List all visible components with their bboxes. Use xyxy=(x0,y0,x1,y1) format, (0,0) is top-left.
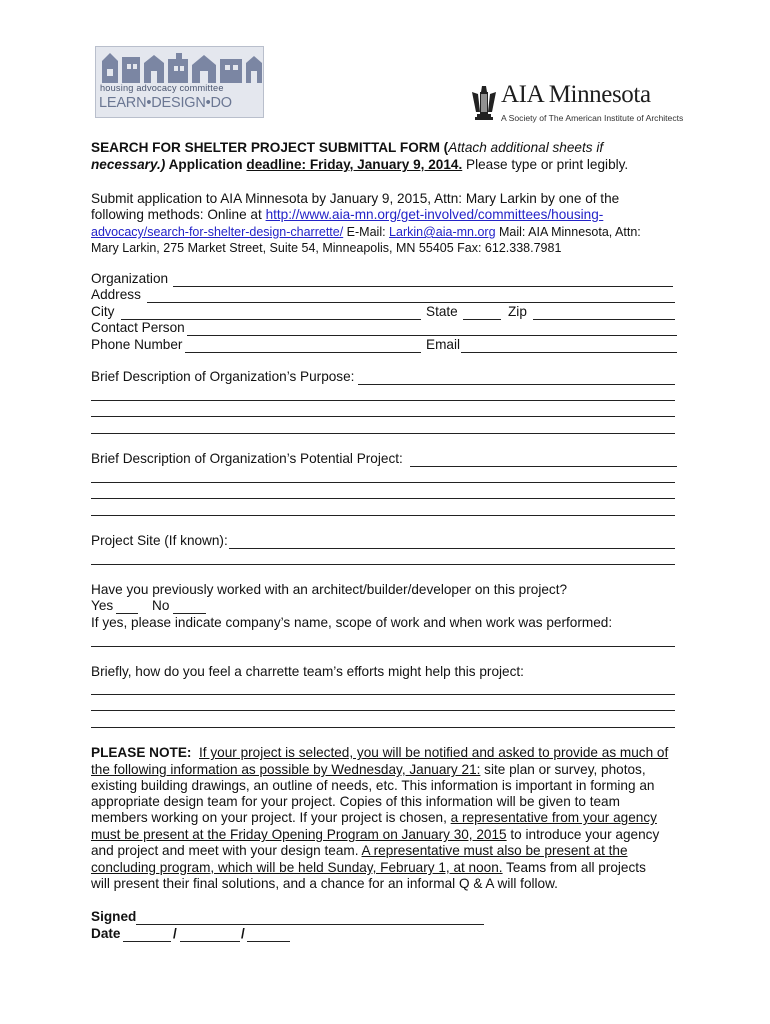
no-input-line[interactable] xyxy=(173,613,206,614)
purpose-label: Brief Description of Organization’s Purpose: xyxy=(91,369,355,384)
attach-note-end: necessary.) xyxy=(91,157,166,172)
charrette-help-input-line[interactable] xyxy=(91,710,675,711)
submit-line-3 xyxy=(91,224,641,240)
charrette-help-question: Briefly, how do you feel a charrette team’s efforts might help this project: xyxy=(91,664,524,679)
date-slash: / xyxy=(173,926,177,941)
charrette-help-input-line[interactable] xyxy=(91,727,675,728)
yes-input-line[interactable] xyxy=(116,613,138,614)
note-text: If your project is selected, you will be notified and asked to provide as much of xyxy=(199,745,669,760)
project-site-input-line[interactable] xyxy=(91,564,675,565)
note-text: and project and meet with your design team. xyxy=(91,843,362,858)
purpose-input-line[interactable] xyxy=(91,433,675,434)
application-url-link-cont[interactable]: advocacy/search-for-shelter-design-charrette/ xyxy=(91,225,344,239)
note-line-4: appropriate design team for your project. Copies of this information will be given to team xyxy=(91,794,620,809)
housing-advocacy-committee-logo xyxy=(95,46,264,118)
submit-line-1: Submit application to AIA Minnesota by January 9, 2015, Attn: Mary Larkin by one of the xyxy=(91,191,620,206)
hac-tagline: housing advocacy committee xyxy=(100,83,224,93)
project-site-label: Project Site (If known): xyxy=(91,533,228,548)
note-text: concluding program, which will be held Sunday, February 1, at noon. xyxy=(91,860,503,875)
note-line-3: existing building drawings, an outline of needs, etc. This information is important in forming an xyxy=(91,778,655,793)
aia-eagle-icon xyxy=(468,82,500,122)
aia-name: AIA Minnesota xyxy=(501,81,651,108)
hac-main-text: LEARN•DESIGN•DO xyxy=(99,95,232,111)
attach-note: Attach additional sheets if xyxy=(448,140,604,155)
signature-input-line[interactable] xyxy=(136,924,484,925)
email-field-label: Email xyxy=(426,337,460,352)
submit-line-2 xyxy=(91,207,603,223)
note-line-7 xyxy=(91,843,628,859)
date-label: Date xyxy=(91,926,121,941)
note-text: site plan or survey, photos, xyxy=(480,762,646,777)
mail-label: Mail: AIA Minnesota, Attn: xyxy=(495,225,641,239)
note-line-8 xyxy=(91,860,646,876)
email-link[interactable]: Larkin@aia-mn.org xyxy=(389,225,496,239)
yes-label: Yes xyxy=(91,598,114,613)
form-title-line xyxy=(91,140,603,156)
note-text: a representative from your agency xyxy=(450,810,657,825)
aia-subtitle: A Society of The American Institute of Architects xyxy=(501,113,684,123)
city-label: City xyxy=(91,304,115,319)
note-line-6 xyxy=(91,827,659,843)
potential-project-input-line[interactable] xyxy=(91,498,675,499)
application-label: Application xyxy=(165,157,247,172)
form-title: SEARCH FOR SHELTER PROJECT SUBMITTAL FORM ( xyxy=(91,140,449,155)
potential-project-input-line[interactable] xyxy=(410,466,677,467)
mailing-address: Mary Larkin, 275 Market Street, Suite 54, Minneapolis, MN 55405 Fax: 612.338.7981 xyxy=(91,241,562,255)
project-site-input-line[interactable] xyxy=(229,548,675,549)
date-month-input-line[interactable] xyxy=(123,941,171,942)
note-line-5 xyxy=(91,810,657,826)
purpose-input-line[interactable] xyxy=(91,416,675,417)
worked-before-question: Have you previously worked with an architect/builder/developer on this project? xyxy=(91,582,568,597)
potential-project-label: Brief Description of Organization’s Potential Project: xyxy=(91,451,403,466)
note-line-2 xyxy=(91,762,646,778)
print-note: Please type or print legibly. xyxy=(462,157,629,172)
date-year-input-line[interactable] xyxy=(247,941,290,942)
note-text: must be present at the Friday Opening Program on January 30, 2015 xyxy=(91,827,507,842)
phone-input-line[interactable] xyxy=(185,352,421,353)
zip-label: Zip xyxy=(508,304,527,319)
submit-methods: following methods: Online at xyxy=(91,207,266,222)
if-yes-input-line[interactable] xyxy=(91,646,675,647)
purpose-input-line[interactable] xyxy=(358,384,675,385)
note-line-1 xyxy=(91,745,668,761)
signed-label: Signed xyxy=(91,909,137,924)
phone-label: Phone Number xyxy=(91,337,183,352)
zip-input-line[interactable] xyxy=(533,319,675,320)
address-input-line[interactable] xyxy=(147,302,675,303)
email-input-line[interactable] xyxy=(461,352,677,353)
organization-input-line[interactable] xyxy=(173,286,673,287)
potential-project-input-line[interactable] xyxy=(91,482,675,483)
potential-project-input-line[interactable] xyxy=(91,515,675,516)
date-slash: / xyxy=(241,926,245,941)
note-text: A representative must also be present at the xyxy=(361,843,628,858)
state-input-line[interactable] xyxy=(463,319,501,320)
note-text: the following information as possible by Wednesday, January 21: xyxy=(91,762,481,777)
no-label: No xyxy=(152,598,170,613)
address-label: Address xyxy=(91,287,141,302)
deadline-text: deadline: Friday, January 9, 2014. xyxy=(246,157,463,172)
aia-minnesota-logo xyxy=(468,82,688,126)
note-label: PLEASE NOTE: xyxy=(91,745,192,760)
note-text: Teams from all projects xyxy=(502,860,646,875)
deadline-line xyxy=(91,157,628,173)
note-text: to introduce your agency xyxy=(506,827,660,842)
contact-person-label: Contact Person xyxy=(91,320,185,335)
organization-label: Organization xyxy=(91,271,169,286)
if-yes-question: If yes, please indicate company’s name, scope of work and when work was performed: xyxy=(91,615,613,630)
purpose-input-line[interactable] xyxy=(91,400,675,401)
note-text: members working on your project. If your project is chosen, xyxy=(91,810,451,825)
contact-person-input-line[interactable] xyxy=(187,335,677,336)
houses-icon xyxy=(96,47,265,87)
note-line-9: will present their final solutions, and a chance for an informal Q & A will follow. xyxy=(91,876,558,891)
application-url-link[interactable]: http://www.aia-mn.org/get-involved/committees/housing- xyxy=(265,207,604,222)
date-day-input-line[interactable] xyxy=(180,941,240,942)
charrette-help-input-line[interactable] xyxy=(91,694,675,695)
email-label: E-Mail: xyxy=(343,225,390,239)
state-label: State xyxy=(426,304,458,319)
